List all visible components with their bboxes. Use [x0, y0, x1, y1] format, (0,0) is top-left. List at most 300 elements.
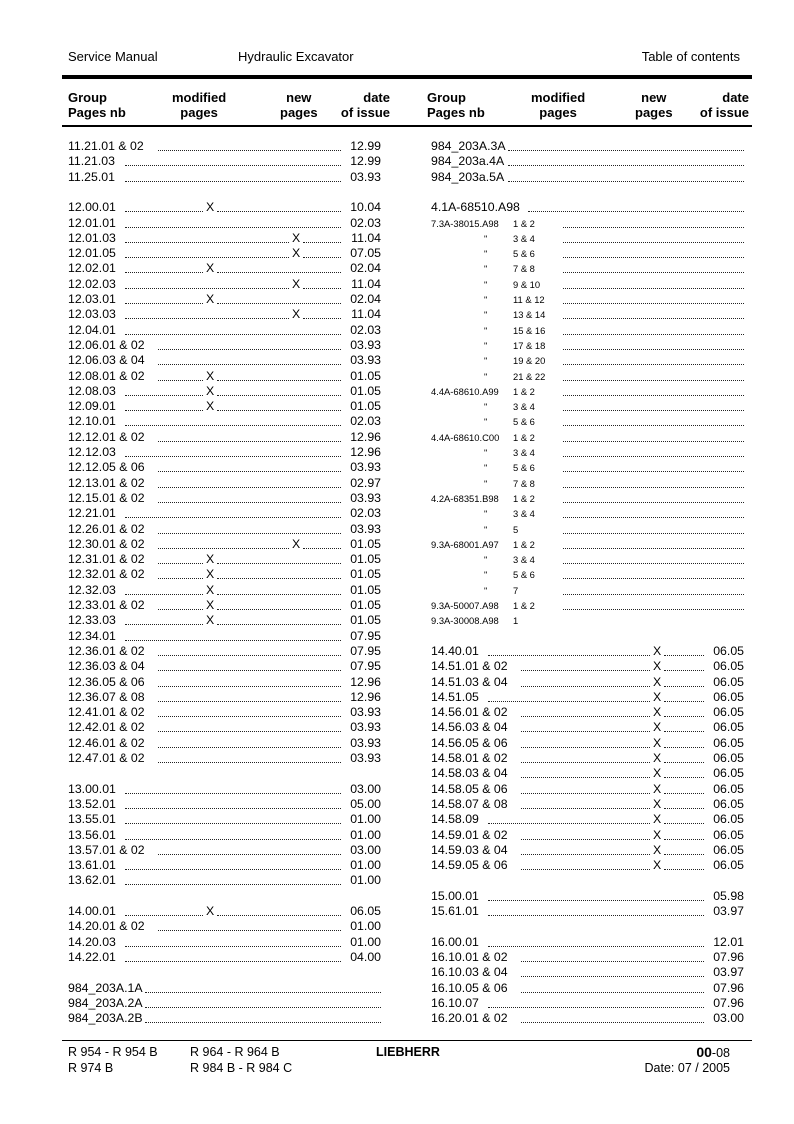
dot-leader: [488, 644, 650, 656]
dot-leader: [664, 812, 704, 824]
row-group: 16.10.05 & 06: [431, 980, 508, 995]
row-group: ": [484, 232, 488, 244]
dot-leader: [125, 583, 203, 595]
dot-leader: [521, 675, 650, 687]
dot-leader: [125, 231, 289, 243]
row-group: ": [484, 278, 488, 290]
dot-leader: [563, 506, 744, 518]
toc-row: [68, 506, 381, 521]
col-date: date of issue: [340, 90, 390, 120]
toc-row: [68, 828, 381, 843]
dot-leader: [521, 797, 650, 809]
date-of-issue: 04.00: [350, 949, 381, 964]
toc-row: [431, 323, 744, 338]
date-of-issue: 11.04: [351, 307, 381, 322]
dot-leader: [158, 751, 341, 763]
date-of-issue: 07.95: [350, 659, 381, 674]
dot-leader: [145, 1011, 381, 1023]
dot-leader: [563, 292, 744, 304]
row-group: ": [484, 263, 488, 275]
dot-leader: [664, 858, 704, 870]
dot-leader: [125, 935, 341, 947]
dot-leader: [488, 904, 704, 916]
dot-leader: [125, 812, 341, 824]
date-of-issue: 11.04: [351, 230, 381, 245]
row-group: 14.20.01 & 02: [68, 919, 145, 934]
dot-leader: [563, 369, 744, 381]
dot-leader: [158, 598, 203, 610]
toc-row: [431, 751, 744, 766]
new-mark: X: [653, 812, 662, 827]
new-mark: X: [653, 720, 662, 735]
row-group: 12.42.01 & 02: [68, 720, 145, 735]
toc-row: [431, 583, 744, 598]
row-pages: 1 & 2: [513, 538, 535, 550]
dot-leader: [521, 950, 704, 962]
toc-row: [68, 246, 381, 261]
toc-row: [68, 369, 381, 384]
toc-row: [68, 873, 381, 888]
toc-row: [431, 981, 744, 996]
new-mark: X: [653, 705, 662, 720]
date-of-issue: 12.99: [350, 139, 381, 153]
date-of-issue: 12.96: [350, 445, 381, 459]
new-mark: X: [292, 307, 301, 322]
date-of-issue: 07.95: [350, 628, 381, 643]
toc-row: [431, 246, 744, 261]
toc-row: [68, 720, 381, 735]
date-of-issue: 03.97: [713, 904, 744, 918]
dot-leader: [158, 919, 341, 931]
date-of-issue: 02.04: [350, 292, 381, 306]
footer-models-a1: R 954 - R 954 B: [68, 1045, 158, 1059]
row-group: 14.40.01: [431, 643, 479, 658]
row-group: 12.46.01 & 02: [68, 735, 145, 750]
dot-leader: [158, 476, 341, 488]
dot-leader: [158, 736, 341, 748]
date-of-issue: 06.05: [713, 643, 744, 658]
dot-leader: [563, 307, 744, 319]
row-group: 12.02.01: [68, 261, 116, 276]
row-group: ": [484, 554, 488, 566]
row-group: 12.01.03: [68, 230, 116, 245]
dot-leader: [563, 476, 744, 488]
row-group: ": [484, 309, 488, 321]
toc-row: [431, 613, 744, 628]
dot-leader: [521, 659, 650, 671]
toc-row: [68, 950, 381, 965]
dot-leader: [125, 858, 341, 870]
row-group: 4.4A-68610.C00: [431, 431, 500, 443]
toc-row: [68, 384, 381, 399]
toc-row: [431, 690, 744, 705]
dot-leader: [563, 567, 744, 579]
dot-leader: [125, 782, 341, 794]
row-pages: 3 & 4: [513, 401, 535, 413]
date-of-issue: 06.05: [713, 796, 744, 811]
dot-leader: [521, 766, 650, 778]
row-pages: 5 & 6: [513, 248, 535, 260]
toc-row: [68, 353, 381, 368]
date-of-issue: 07.96: [713, 995, 744, 1010]
row-group: 14.58.05 & 06: [431, 781, 508, 796]
toc-row: [431, 445, 744, 460]
new-mark: X: [653, 796, 662, 811]
row-group: 4.4A-68610.A99: [431, 385, 499, 397]
toc-row: [431, 277, 744, 292]
date-of-issue: 07.96: [713, 980, 744, 995]
dot-leader: [303, 277, 341, 289]
col-new: new pages: [635, 90, 673, 120]
toc-row: [431, 139, 744, 154]
toc-row: [68, 200, 381, 215]
row-group: 16.10.03 & 04: [431, 965, 508, 980]
toc-row: [68, 491, 381, 506]
new-mark: X: [653, 842, 662, 857]
row-group: 11.21.03: [68, 154, 115, 169]
new-mark: X: [653, 781, 662, 796]
row-group: 13.56.01: [68, 827, 116, 842]
dot-leader: [158, 552, 203, 564]
toc-row: [431, 369, 744, 384]
toc-row: [68, 414, 381, 429]
date-of-issue: 01.05: [350, 613, 381, 628]
row-group: 12.13.01 & 02: [68, 475, 145, 490]
toc-row: [68, 996, 381, 1011]
toc-row: [431, 720, 744, 735]
modified-mark: X: [206, 567, 215, 582]
toc-row: [68, 537, 381, 552]
dot-leader: [303, 307, 341, 319]
dot-leader: [563, 277, 744, 289]
dot-leader: [125, 950, 341, 962]
dot-leader: [563, 246, 744, 258]
modified-mark: X: [206, 383, 215, 398]
dot-leader: [125, 292, 203, 304]
header-left: Service Manual: [68, 49, 158, 64]
toc-row: [68, 399, 381, 414]
toc-row: [68, 797, 381, 812]
row-group: ": [484, 447, 488, 458]
date-of-issue: 01.00: [350, 934, 381, 949]
row-group: 12.00.01: [68, 200, 116, 215]
dot-leader: [664, 644, 704, 656]
page-number-bold: 00: [696, 1044, 712, 1060]
row-group: 12.26.01 & 02: [68, 521, 145, 536]
row-group: 12.32.03: [68, 582, 116, 597]
dot-leader: [664, 659, 704, 671]
dot-leader: [125, 170, 341, 182]
col-new: new pages: [280, 90, 318, 120]
dot-leader: [563, 598, 744, 610]
new-mark: X: [292, 230, 301, 245]
dot-leader: [217, 583, 341, 595]
row-group: 984_203A.2A: [68, 995, 143, 1010]
toc-row: [68, 919, 381, 934]
row-group: 14.22.01: [68, 949, 116, 964]
header-rule: [62, 75, 752, 79]
dot-leader: [217, 598, 341, 610]
date-of-issue: 06.05: [713, 659, 744, 674]
row-group: 16.00.01: [431, 934, 479, 949]
date-of-issue: 02.03: [350, 215, 381, 230]
new-mark: X: [653, 735, 662, 750]
toc-row: [68, 261, 381, 276]
toc-row: [68, 613, 381, 628]
date-of-issue: 03.93: [350, 490, 381, 505]
row-group: 12.32.01 & 02: [68, 567, 145, 582]
row-group: 984_203A.3A: [431, 139, 506, 153]
date-of-issue: 03.00: [350, 842, 381, 857]
dot-leader: [664, 751, 704, 763]
toc-row: [431, 170, 744, 185]
dot-leader: [488, 690, 650, 702]
toc-row: [68, 552, 381, 567]
toc-row: [431, 414, 744, 429]
footer-models-a2: R 974 B: [68, 1061, 114, 1075]
toc-row: [68, 782, 381, 797]
row-group: ": [484, 248, 488, 260]
row-group: ": [484, 508, 488, 520]
row-group: 12.12.01 & 02: [68, 429, 145, 444]
dot-leader: [158, 567, 203, 579]
toc-row: [68, 430, 381, 445]
date-of-issue: 01.05: [350, 582, 381, 597]
row-group: 984_203A.2B: [68, 1011, 143, 1026]
dot-leader: [563, 583, 744, 595]
row-group: 13.57.01 & 02: [68, 842, 145, 857]
row-group: ": [484, 294, 488, 305]
row-group: 9.3A-30008.A98: [431, 615, 499, 627]
row-group: 12.06.03 & 04: [68, 353, 145, 368]
dot-leader: [664, 690, 704, 702]
dot-leader: [563, 261, 744, 273]
row-group: ": [484, 370, 488, 382]
row-pages: 7: [513, 584, 519, 596]
row-group: 11.25.01: [68, 169, 115, 184]
row-group: 12.41.01 & 02: [68, 705, 145, 720]
row-pages: 1 & 2: [513, 600, 535, 611]
row-group: 984_203a.4A: [431, 154, 505, 169]
row-group: 4.1A-68510.A98: [431, 200, 520, 215]
row-pages: 5 & 6: [513, 569, 535, 581]
new-mark: X: [653, 766, 662, 781]
date-of-issue: 02.03: [350, 506, 381, 521]
row-pages: 15 & 16: [513, 324, 546, 336]
row-group: 13.61.01: [68, 858, 116, 873]
dot-leader: [125, 246, 289, 258]
row-group: 16.10.01 & 02: [431, 949, 508, 964]
date-of-issue: 05.00: [350, 796, 381, 811]
footer-brand: LIEBHERR: [376, 1045, 440, 1059]
dot-leader: [563, 430, 744, 442]
row-group: ": [484, 416, 488, 428]
toc-row: [431, 950, 744, 965]
row-pages: 5: [513, 523, 519, 535]
toc-row: [68, 858, 381, 873]
row-group: 15.00.01: [431, 888, 479, 903]
new-mark: X: [653, 659, 662, 674]
date-of-issue: 06.05: [350, 904, 381, 918]
dot-leader: [158, 720, 341, 732]
page-number-rest: -08: [711, 1046, 730, 1060]
row-group: 14.58.09: [431, 812, 479, 827]
row-group: 9.3A-50007.A98: [431, 600, 499, 611]
dot-leader: [125, 904, 203, 916]
toc-row: [68, 292, 381, 307]
row-group: ": [484, 462, 488, 474]
dot-leader: [217, 399, 341, 411]
row-group: 14.56.05 & 06: [431, 735, 508, 750]
date-of-issue: 07.05: [350, 246, 381, 261]
dot-leader: [217, 292, 341, 304]
col-modified: modified pages: [172, 90, 227, 120]
dot-leader: [563, 522, 744, 534]
dot-leader: [125, 414, 341, 426]
row-pages: 1 & 2: [513, 385, 535, 397]
date-of-issue: 03.93: [350, 460, 381, 475]
dot-leader: [158, 659, 341, 671]
modified-mark: X: [206, 598, 215, 612]
date-of-issue: 03.93: [350, 705, 381, 720]
dot-leader: [664, 797, 704, 809]
row-group: 12.01.01: [68, 215, 116, 230]
dot-leader: [125, 873, 341, 885]
toc-row: [431, 216, 744, 231]
toc-row: [431, 307, 744, 322]
date-of-issue: 02.97: [350, 475, 381, 490]
toc-row: [431, 491, 744, 506]
row-group: 9.3A-68001.A97: [431, 538, 499, 550]
dot-leader: [158, 644, 341, 656]
toc-row: [68, 904, 381, 919]
toc-row: [68, 139, 381, 154]
dot-leader: [158, 369, 203, 381]
dot-leader: [563, 353, 744, 365]
modified-mark: X: [206, 399, 215, 414]
row-group: 12.15.01 & 02: [68, 490, 145, 505]
dot-leader: [563, 338, 744, 350]
toc-row: [68, 736, 381, 751]
dot-leader: [664, 766, 704, 778]
date-of-issue: 01.05: [350, 552, 381, 567]
date-of-issue: 10.04: [350, 200, 381, 215]
row-group: 14.58.01 & 02: [431, 751, 508, 765]
row-pages: 3 & 4: [513, 508, 535, 520]
row-pages: 1 & 2: [513, 492, 535, 504]
toc-row: [431, 1011, 744, 1026]
toc-row: [68, 277, 381, 292]
dot-leader: [125, 797, 341, 809]
dot-leader: [217, 384, 341, 396]
new-mark: X: [653, 689, 662, 704]
header-center: Hydraulic Excavator: [238, 49, 354, 64]
row-group: 12.47.01 & 02: [68, 751, 145, 765]
row-group: 14.58.07 & 08: [431, 796, 508, 811]
date-of-issue: 01.00: [350, 919, 381, 934]
new-mark: X: [653, 751, 662, 765]
toc-row: [431, 935, 744, 950]
date-of-issue: 03.93: [350, 169, 381, 184]
dot-leader: [664, 828, 704, 840]
row-group: 12.03.01: [68, 292, 116, 306]
dot-leader: [521, 1011, 704, 1023]
date-of-issue: 06.05: [713, 827, 744, 842]
toc-row: [431, 292, 744, 307]
dot-leader: [521, 782, 650, 794]
date-of-issue: 01.00: [350, 873, 381, 888]
date-of-issue: 03.93: [350, 735, 381, 750]
date-of-issue: 01.05: [350, 567, 381, 582]
dot-leader: [125, 261, 203, 273]
header-right: Table of contents: [641, 49, 740, 64]
row-group: 14.20.03: [68, 934, 116, 949]
date-of-issue: 06.05: [713, 842, 744, 857]
toc-row: [68, 981, 381, 996]
date-of-issue: 07.95: [350, 643, 381, 658]
toc-row: [431, 858, 744, 873]
row-group: ": [484, 324, 488, 336]
dot-leader: [563, 460, 744, 472]
dot-leader: [145, 996, 381, 1008]
toc-row: [68, 644, 381, 659]
row-pages: 3 & 4: [513, 447, 535, 458]
date-of-issue: 01.00: [350, 858, 381, 873]
modified-mark: X: [206, 292, 215, 306]
row-group: 12.08.03: [68, 383, 116, 398]
date-of-issue: 02.03: [350, 414, 381, 429]
date-of-issue: 07.96: [713, 949, 744, 964]
row-group: 14.00.01: [68, 904, 116, 918]
toc-row: [431, 705, 744, 720]
dot-leader: [125, 445, 341, 457]
dot-leader: [488, 889, 704, 901]
dot-leader: [217, 904, 341, 916]
dot-leader: [158, 139, 341, 151]
dot-leader: [664, 843, 704, 855]
row-pages: 19 & 20: [513, 355, 546, 367]
toc-row: [431, 567, 744, 582]
toc-row: [68, 675, 381, 690]
toc-row: [431, 797, 744, 812]
footer-models-b2: R 984 B - R 984 C: [190, 1061, 293, 1075]
dot-leader: [158, 537, 289, 549]
modified-mark: X: [206, 368, 215, 383]
date-of-issue: 01.05: [350, 399, 381, 414]
row-pages: 3 & 4: [513, 554, 535, 566]
dot-leader: [158, 705, 341, 717]
dot-leader: [521, 981, 704, 993]
dot-leader: [563, 414, 744, 426]
toc-row: [431, 889, 744, 904]
date-of-issue: 01.05: [350, 598, 381, 612]
row-group: 14.59.03 & 04: [431, 842, 508, 857]
date-of-issue: 01.05: [350, 383, 381, 398]
dot-leader: [563, 216, 744, 228]
row-group: 14.56.03 & 04: [431, 720, 508, 735]
row-group: ": [484, 477, 488, 489]
dot-leader: [563, 231, 744, 243]
dot-leader: [664, 675, 704, 687]
row-group: 984_203a.5A: [431, 169, 505, 184]
row-group: 13.52.01: [68, 796, 116, 811]
toc-row: [68, 935, 381, 950]
new-mark: X: [292, 536, 301, 551]
dot-leader: [303, 231, 341, 243]
toc-row: [431, 843, 744, 858]
footer-models-b1: R 964 - R 964 B: [190, 1045, 280, 1059]
row-pages: 17 & 18: [513, 339, 546, 351]
